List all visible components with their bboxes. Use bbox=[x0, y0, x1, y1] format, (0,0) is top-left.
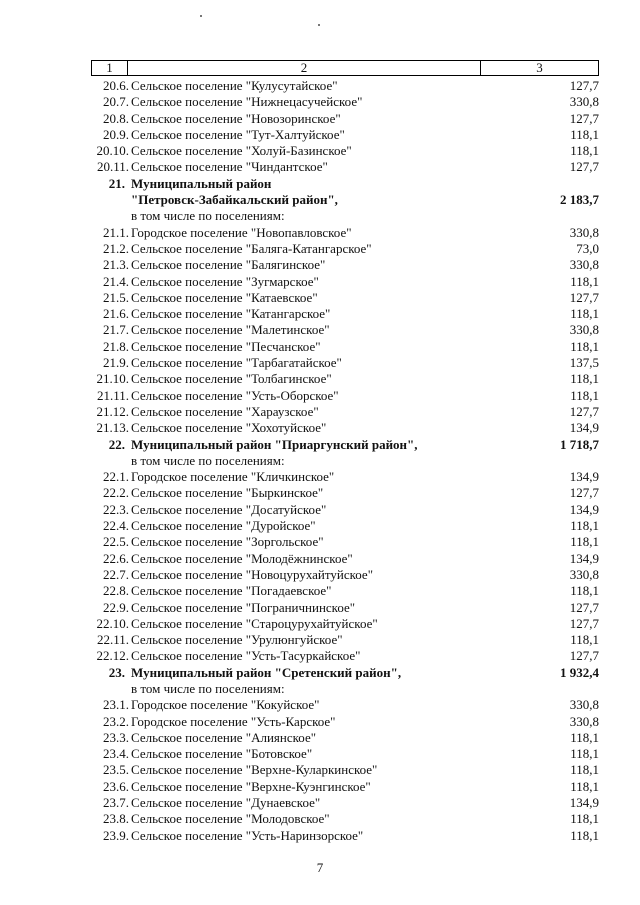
row-name: Сельское поселение "Верхне-Куэнгинское" bbox=[131, 778, 371, 794]
row-name: Сельское поселение "Дунаевское" bbox=[131, 795, 321, 811]
table-row bbox=[91, 339, 599, 355]
row-name: Городское поселение "Кокуйское" bbox=[131, 697, 320, 713]
row-name: Сельское поселение "Быркинское" bbox=[131, 485, 324, 501]
row-value bbox=[529, 208, 599, 224]
table-row bbox=[91, 371, 599, 387]
row-name: Сельское поселение "Усть-Тасуркайское" bbox=[131, 648, 361, 664]
row-number: 23.9. bbox=[103, 827, 129, 843]
row-name: Сельское поселение "Балягинское" bbox=[131, 257, 326, 273]
row-name: в том числе по поселениям: bbox=[131, 208, 285, 224]
row-number: 23.8. bbox=[103, 811, 129, 827]
table-row bbox=[91, 225, 599, 241]
row-number: 22.1. bbox=[103, 469, 129, 485]
row-number: 20.7. bbox=[103, 94, 129, 110]
row-name: в том числе по поселениям: bbox=[131, 680, 285, 696]
row-value bbox=[529, 453, 599, 469]
row-name: Сельское поселение "Погадаевское" bbox=[131, 583, 332, 599]
row-number: 21.6. bbox=[103, 306, 129, 322]
row-value: 127,7 bbox=[569, 485, 599, 501]
row-value bbox=[529, 681, 599, 697]
row-number: 23.3. bbox=[103, 729, 129, 745]
table-row bbox=[91, 111, 599, 127]
table-row bbox=[91, 730, 599, 746]
row-number: 22.6. bbox=[103, 550, 129, 566]
row-name: Сельское поселение "Зугмарское" bbox=[131, 273, 319, 289]
table-row bbox=[91, 665, 599, 681]
row-number bbox=[91, 681, 131, 697]
row-value bbox=[529, 176, 599, 192]
row-number bbox=[91, 192, 131, 208]
table-row bbox=[91, 469, 599, 485]
row-number: 20.11. bbox=[96, 159, 129, 175]
row-value: 118,1 bbox=[570, 126, 599, 142]
row-number: 22.3. bbox=[103, 501, 129, 517]
row-value: 127,7 bbox=[569, 403, 599, 419]
table-row bbox=[91, 274, 599, 290]
row-name: Сельское поселение "Урулюнгуйское" bbox=[131, 632, 343, 648]
row-value: 118,1 bbox=[570, 762, 599, 778]
row-name: Сельское поселение "Чиндантское" bbox=[131, 159, 328, 175]
header-col-3: 3 bbox=[536, 60, 543, 75]
table-row bbox=[91, 583, 599, 599]
row-name: Сельское поселение "Староцурухайтуйское" bbox=[131, 615, 378, 631]
table-row bbox=[91, 322, 599, 338]
table-row bbox=[91, 208, 599, 224]
row-name: Сельское поселение "Усть-Оборское" bbox=[131, 387, 339, 403]
row-number bbox=[91, 453, 131, 469]
row-name: Сельское поселение "Тарбагатайское" bbox=[131, 355, 342, 371]
row-value: 134,9 bbox=[569, 420, 599, 436]
row-value: 118,1 bbox=[570, 729, 599, 745]
row-value: 118,1 bbox=[570, 632, 599, 648]
table-row bbox=[91, 94, 599, 110]
table-row bbox=[91, 257, 599, 273]
row-name: Сельское поселение "Катаевское" bbox=[131, 289, 318, 305]
row-value: 330,8 bbox=[569, 697, 599, 713]
table-row bbox=[91, 746, 599, 762]
row-number bbox=[91, 208, 131, 224]
row-name: Сельское поселение "Пограничнинское" bbox=[131, 599, 356, 615]
row-value: 118,1 bbox=[570, 273, 599, 289]
row-number: 22.2. bbox=[103, 485, 129, 501]
table-row bbox=[91, 127, 599, 143]
row-number: 20.8. bbox=[103, 110, 129, 126]
row-value: 330,8 bbox=[569, 322, 599, 338]
table-row bbox=[91, 534, 599, 550]
table-row bbox=[91, 697, 599, 713]
row-value: 127,7 bbox=[569, 159, 599, 175]
row-name: "Петровск-Забайкальский район", bbox=[131, 192, 338, 208]
row-value: 118,1 bbox=[570, 811, 599, 827]
row-number: 23.7. bbox=[103, 795, 129, 811]
table-header bbox=[91, 60, 599, 76]
table-row bbox=[91, 795, 599, 811]
row-name: Сельское поселение "Досатуйское" bbox=[131, 501, 327, 517]
row-name: Сельское поселение "Тут-Халтуйское" bbox=[131, 126, 345, 142]
row-value: 330,8 bbox=[569, 257, 599, 273]
row-value: 127,7 bbox=[569, 648, 599, 664]
row-name: Сельское поселение "Молодёжнинское" bbox=[131, 550, 353, 566]
row-value: 73,0 bbox=[576, 240, 599, 256]
row-value: 118,1 bbox=[570, 306, 599, 322]
row-name: в том числе по поселениям: bbox=[131, 452, 285, 468]
row-number: 20.9. bbox=[103, 126, 129, 142]
row-value: 118,1 bbox=[570, 371, 599, 387]
row-value: 134,9 bbox=[569, 501, 599, 517]
table-body bbox=[91, 78, 599, 844]
row-value: 330,8 bbox=[569, 94, 599, 110]
row-name: Сельское поселение "Зоргольское" bbox=[131, 534, 324, 550]
row-number: 22.4. bbox=[103, 518, 129, 534]
row-name: Сельское поселение "Холуй-Базинское" bbox=[131, 143, 352, 159]
table-row bbox=[91, 159, 599, 175]
row-number: 22.7. bbox=[103, 566, 129, 582]
row-name: Сельское поселение "Толбагинское" bbox=[131, 371, 332, 387]
row-number: 21.7. bbox=[103, 322, 129, 338]
row-name: Сельское поселение "Песчанское" bbox=[131, 338, 321, 354]
table-row bbox=[91, 648, 599, 664]
scan-speck bbox=[200, 15, 202, 17]
row-name: Муниципальный район bbox=[131, 175, 272, 191]
table-row bbox=[91, 779, 599, 795]
row-number: 22.8. bbox=[103, 583, 129, 599]
table-row bbox=[91, 518, 599, 534]
row-number: 22.11. bbox=[96, 632, 129, 648]
table-row bbox=[91, 762, 599, 778]
table-row bbox=[91, 632, 599, 648]
row-number: 22.10. bbox=[96, 615, 129, 631]
row-number: 22.12. bbox=[96, 648, 129, 664]
table-row bbox=[91, 811, 599, 827]
row-value: 118,1 bbox=[570, 583, 599, 599]
row-number: 21.2. bbox=[103, 240, 129, 256]
row-name: Городское поселение "Новопавловское" bbox=[131, 224, 352, 240]
row-name: Сельское поселение "Кулусутайское" bbox=[131, 78, 338, 93]
scan-speck bbox=[318, 24, 320, 26]
row-number: 21.5. bbox=[103, 289, 129, 305]
row-value: 127,7 bbox=[569, 110, 599, 126]
row-value: 118,1 bbox=[570, 534, 599, 550]
row-number: 21.13. bbox=[96, 420, 129, 436]
row-name: Сельское поселение "Верхне-Куларкинское" bbox=[131, 762, 378, 778]
table-row bbox=[91, 828, 599, 844]
row-number: 21.3. bbox=[103, 257, 129, 273]
row-name: Сельское поселение "Дуройское" bbox=[131, 518, 316, 534]
row-name: Сельское поселение "Хараузское" bbox=[131, 403, 319, 419]
table-row bbox=[91, 306, 599, 322]
table-row bbox=[91, 485, 599, 501]
row-number: 21.11. bbox=[96, 387, 129, 403]
row-name: Сельское поселение "Малетинское" bbox=[131, 322, 330, 338]
row-number: 23.5. bbox=[103, 762, 129, 778]
row-number: 22.9. bbox=[103, 599, 129, 615]
row-number: 21.8. bbox=[103, 338, 129, 354]
row-value: 127,7 bbox=[569, 78, 599, 93]
row-value: 330,8 bbox=[569, 713, 599, 729]
table-row bbox=[91, 388, 599, 404]
table-row bbox=[91, 143, 599, 159]
table-row bbox=[91, 78, 599, 94]
row-name: Муниципальный район "Сретенский район", bbox=[131, 664, 402, 680]
row-number: 21.4. bbox=[103, 273, 129, 289]
row-value: 127,7 bbox=[569, 615, 599, 631]
row-number: 23.2. bbox=[103, 713, 129, 729]
table-row bbox=[91, 241, 599, 257]
table-row bbox=[91, 600, 599, 616]
table-row bbox=[91, 290, 599, 306]
table-row bbox=[91, 616, 599, 632]
table-row bbox=[91, 420, 599, 436]
row-number: 23.6. bbox=[103, 778, 129, 794]
row-name: Сельское поселение "Молодовское" bbox=[131, 811, 330, 827]
row-number: 21.9. bbox=[103, 355, 129, 371]
row-number: 23. bbox=[108, 664, 125, 680]
row-number: 22.5. bbox=[103, 534, 129, 550]
row-name: Сельское поселение "Хохотуйское" bbox=[131, 420, 327, 436]
row-value: 118,1 bbox=[570, 778, 599, 794]
row-value: 118,1 bbox=[570, 746, 599, 762]
row-number: 23.4. bbox=[103, 746, 129, 762]
row-number: 21.10. bbox=[96, 371, 129, 387]
header-col-1: 1 bbox=[92, 61, 128, 75]
row-name: Сельское поселение "Баляга-Катангарское" bbox=[131, 240, 372, 256]
row-value: 118,1 bbox=[570, 387, 599, 403]
table-row bbox=[91, 502, 599, 518]
table-row bbox=[91, 355, 599, 371]
row-number: 21.12. bbox=[96, 403, 129, 419]
row-name: Сельское поселение "Алиянское" bbox=[131, 729, 317, 745]
row-value: 137,5 bbox=[569, 355, 599, 371]
row-value: 1 932,4 bbox=[560, 664, 599, 680]
row-value: 118,1 bbox=[570, 827, 599, 843]
row-name: Сельское поселение "Катангарское" bbox=[131, 306, 331, 322]
row-value: 134,9 bbox=[569, 469, 599, 485]
row-value: 134,9 bbox=[569, 550, 599, 566]
table-row bbox=[91, 437, 599, 453]
row-value: 127,7 bbox=[569, 599, 599, 615]
table-row bbox=[91, 192, 599, 208]
row-name: Сельское поселение "Новозоринское" bbox=[131, 110, 341, 126]
table-row bbox=[91, 714, 599, 730]
row-value: 1 718,7 bbox=[560, 436, 599, 452]
row-name: Сельское поселение "Усть-Наринзорское" bbox=[131, 827, 364, 843]
page-number: 7 bbox=[316, 860, 324, 875]
row-number: 20.10. bbox=[96, 143, 129, 159]
table-row bbox=[91, 404, 599, 420]
row-value: 118,1 bbox=[570, 518, 599, 534]
row-number: 22. bbox=[108, 436, 125, 452]
row-value: 118,1 bbox=[570, 338, 599, 354]
row-number: 20.6. bbox=[103, 78, 129, 93]
row-name: Городское поселение "Усть-Карское" bbox=[131, 713, 336, 729]
row-value: 127,7 bbox=[569, 289, 599, 305]
row-value: 330,8 bbox=[569, 566, 599, 582]
row-number: 21. bbox=[108, 175, 125, 191]
table-row bbox=[91, 567, 599, 583]
table-row bbox=[91, 551, 599, 567]
row-value: 118,1 bbox=[570, 143, 599, 159]
row-name: Сельское поселение "Новоцурухайтуйское" bbox=[131, 566, 374, 582]
table-row bbox=[91, 453, 599, 469]
row-value: 330,8 bbox=[569, 224, 599, 240]
table-row bbox=[91, 681, 599, 697]
row-name: Сельское поселение "Нижнецасучейское" bbox=[131, 94, 363, 110]
table-row bbox=[91, 176, 599, 192]
row-value: 2 183,7 bbox=[560, 192, 599, 208]
row-number: 23.1. bbox=[103, 697, 129, 713]
row-name: Муниципальный район "Приаргунский район", bbox=[131, 436, 418, 452]
row-value: 134,9 bbox=[569, 795, 599, 811]
row-name: Городское поселение "Кличкинское" bbox=[131, 469, 335, 485]
row-name: Сельское поселение "Ботовское" bbox=[131, 746, 313, 762]
row-number: 21.1. bbox=[103, 224, 129, 240]
header-col-2: 2 bbox=[128, 61, 481, 75]
